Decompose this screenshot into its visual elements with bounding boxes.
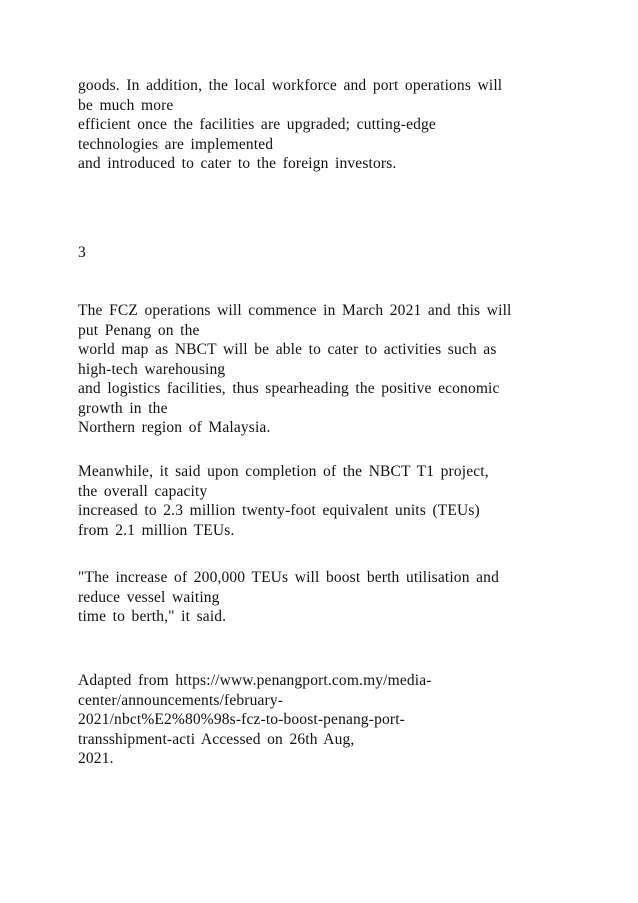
text-line: high-tech warehousing xyxy=(78,360,226,378)
text-line: world map as NBCT will be able to cater to activities such as xyxy=(78,341,497,358)
paragraph-capacity xyxy=(78,462,578,540)
text-line: center/announcements/february- xyxy=(78,691,284,709)
text-line: 2021. xyxy=(78,750,114,767)
text-line: time to berth," it said. xyxy=(78,608,227,625)
text-line: increased to 2.3 million twenty-foot equivalent units (TEUs) xyxy=(78,502,480,519)
paragraph-source xyxy=(78,671,578,769)
paragraph-fcz-operations xyxy=(78,301,578,438)
text-line: goods. In addition, the local workforce and port operations will xyxy=(78,77,503,94)
text-line: Adapted from https://www.penangport.com.my/media- xyxy=(78,672,432,689)
text-line: and logistics facilities, thus spearheading the positive economic xyxy=(78,380,500,397)
text-line: from 2.1 million TEUs. xyxy=(78,521,235,539)
text-line: 2021/nbct%E2%80%98s-fcz-to-boost-penang-port- xyxy=(78,711,405,728)
text-line: the overall capacity xyxy=(78,482,208,500)
text-line: and introduced to cater to the foreign investors. xyxy=(78,155,397,172)
page-number xyxy=(78,243,578,263)
text-line: transshipment-acti Accessed on 26th Aug, xyxy=(78,730,355,748)
paragraph-quote xyxy=(78,568,578,627)
text-line: efficient once the facilities are upgraded; cutting-edge xyxy=(78,116,436,133)
text-line: The FCZ operations will commence in March 2021 and this will xyxy=(78,302,512,319)
text-line: reduce vessel waiting xyxy=(78,588,220,606)
text-line: growth in the xyxy=(78,399,168,417)
text-line: put Penang on the xyxy=(78,321,200,339)
text-line: "The increase of 200,000 TEUs will boost berth utilisation and xyxy=(78,569,499,586)
text-line: Meanwhile, it said upon completion of the NBCT T1 project, xyxy=(78,463,489,480)
page-number-text: 3 xyxy=(78,244,86,261)
text-line: technologies are implemented xyxy=(78,135,274,153)
paragraph-goods xyxy=(78,76,578,174)
text-line: Northern region of Malaysia. xyxy=(78,419,271,436)
text-line: be much more xyxy=(78,96,174,114)
